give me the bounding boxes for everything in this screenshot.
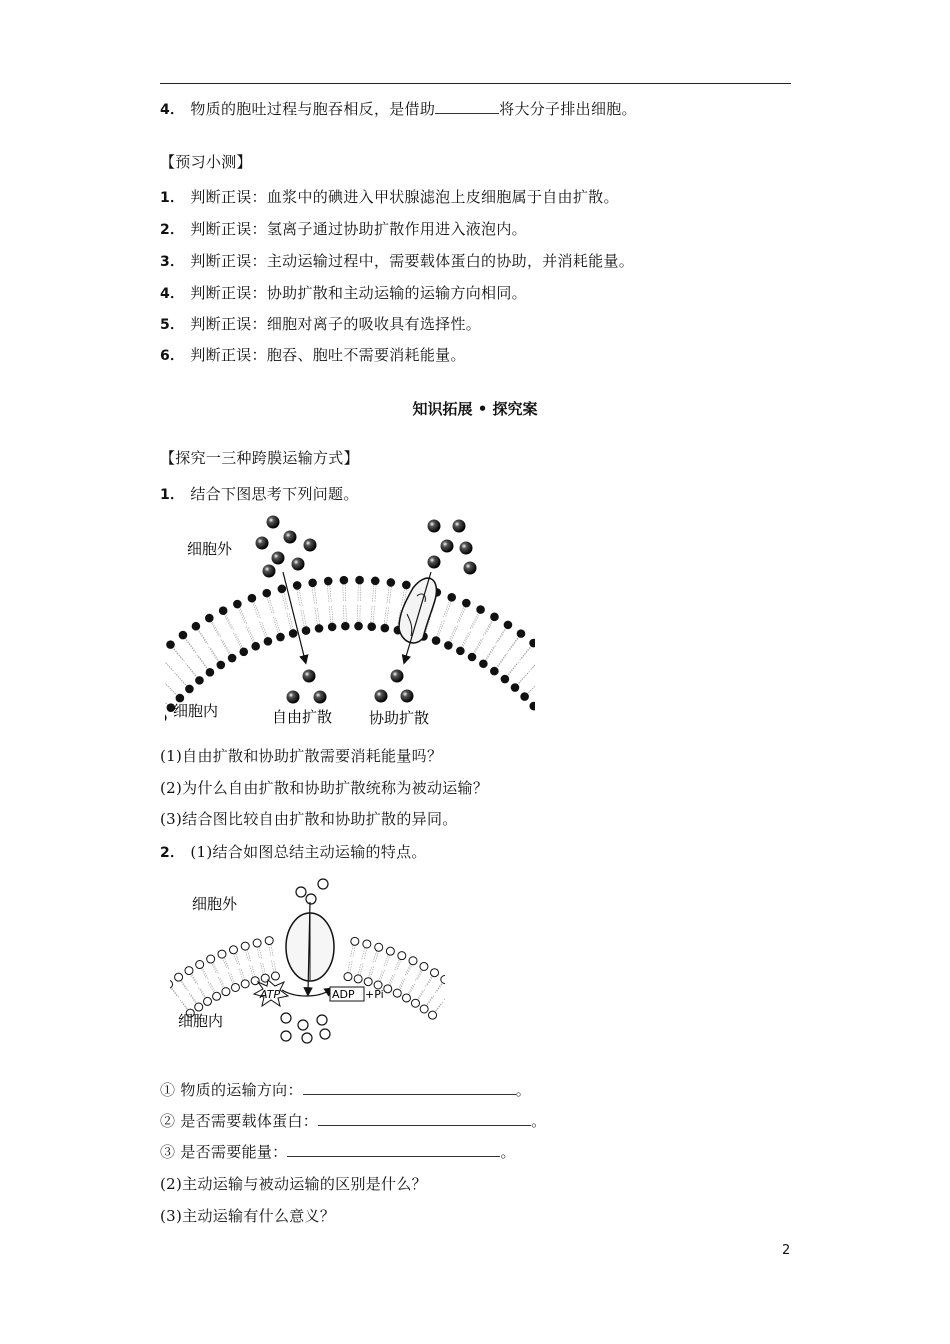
question-2-sub: (2)主动运输与被动运输的区别是什么？: [160, 1175, 427, 1193]
question-2: [160, 842, 427, 863]
item-number: 3．: [160, 254, 185, 270]
question-1-sub: (2)为什么自由扩散和协助扩散统称为被动运输？: [160, 779, 489, 797]
answer-blank[interactable]: [303, 1080, 516, 1095]
explore-title: 【探究一三种跨膜运输方式】: [160, 449, 359, 467]
fill-end: 。: [531, 1112, 547, 1130]
question-1: [160, 484, 359, 505]
atp-hydrolysis-arrow: [282, 990, 330, 996]
item-number: 1．: [160, 487, 185, 503]
answer-blank[interactable]: [435, 99, 499, 114]
item-text: 结合下图思考下列问题。: [190, 485, 359, 503]
item-text: 判断正误：胞吞、胞吐不需要消耗能量。: [190, 346, 466, 364]
item-number: 2．: [160, 845, 185, 861]
fill-item: [160, 1080, 531, 1100]
section-heading: 知识拓展 • 探究案: [412, 400, 538, 418]
fill-item: [160, 1111, 546, 1131]
page-number: 2: [782, 1243, 791, 1258]
item-text-before: 物质的胞吐过程与胞吞相反，是借助: [190, 100, 436, 118]
diffusion-diagram: [165, 510, 535, 735]
free-diffusion-label: 自由扩散: [272, 708, 333, 726]
intro-item: [160, 99, 637, 120]
question-2-sub: (3)主动运输有什么意义？: [160, 1207, 336, 1225]
item-text: 判断正误：氢离子通过协助扩散作用进入液泡内。: [190, 220, 527, 238]
fill-label: ③ 是否需要能量：: [160, 1143, 288, 1161]
fill-end: 。: [515, 1081, 532, 1099]
adp-label: ADP: [332, 988, 355, 1001]
question-1-sub: (3)结合图比较自由扩散和协助扩散的异同。: [160, 810, 458, 828]
item-text: 判断正误：细胞对离子的吸收具有选择性。: [190, 315, 482, 333]
item-number: 2．: [160, 222, 185, 238]
quiz-item: [160, 314, 481, 335]
item-number: 4．: [160, 102, 185, 118]
quiz-item: [160, 345, 466, 366]
quiz-item: [160, 219, 527, 240]
molecule-particles: [256, 516, 477, 704]
header-rule: [160, 83, 791, 84]
item-text-after: 将大分子排出细胞。: [499, 100, 637, 118]
assisted-diffusion-label: 协助扩散: [369, 709, 430, 727]
lipid-bilayer: [165, 576, 535, 731]
outside-label: 细胞外: [187, 540, 233, 558]
pi-label: +Pi: [365, 988, 384, 1001]
fill-label: ② 是否需要载体蛋白：: [160, 1112, 319, 1130]
outside-label: 细胞外: [192, 895, 238, 913]
item-number: 6．: [160, 348, 185, 364]
quiz-item: [160, 283, 527, 304]
inside-label: 细胞内: [178, 1012, 224, 1030]
atp-label: ATP: [260, 988, 281, 1001]
question-1-sub: (1)自由扩散和协助扩散需要消耗能量吗？: [160, 747, 443, 765]
fill-end: 。: [500, 1143, 516, 1161]
quiz-item: [160, 251, 634, 272]
fill-item: [160, 1142, 516, 1162]
item-number: 5．: [160, 317, 185, 333]
item-text: 判断正误：协助扩散和主动运输的运输方向相同。: [190, 284, 527, 302]
answer-blank[interactable]: [318, 1111, 531, 1126]
preview-title: 【预习小测】: [160, 153, 252, 171]
answer-blank[interactable]: [287, 1142, 500, 1157]
item-text: (1)结合如图总结主动运输的特点。: [190, 843, 427, 861]
item-number: 4．: [160, 286, 185, 302]
item-text: 判断正误：主动运输过程中，需要载体蛋白的协助，并消耗能量。: [190, 252, 635, 270]
item-text: 判断正误：血浆中的碘进入甲状腺滤泡上皮细胞属于自由扩散。: [190, 188, 619, 206]
item-number: 1．: [160, 190, 185, 206]
quiz-item: [160, 187, 619, 208]
inside-label: 细胞内: [173, 702, 219, 720]
fill-label: ① 物质的运输方向：: [160, 1081, 303, 1099]
active-transport-diagram: [170, 872, 445, 1047]
